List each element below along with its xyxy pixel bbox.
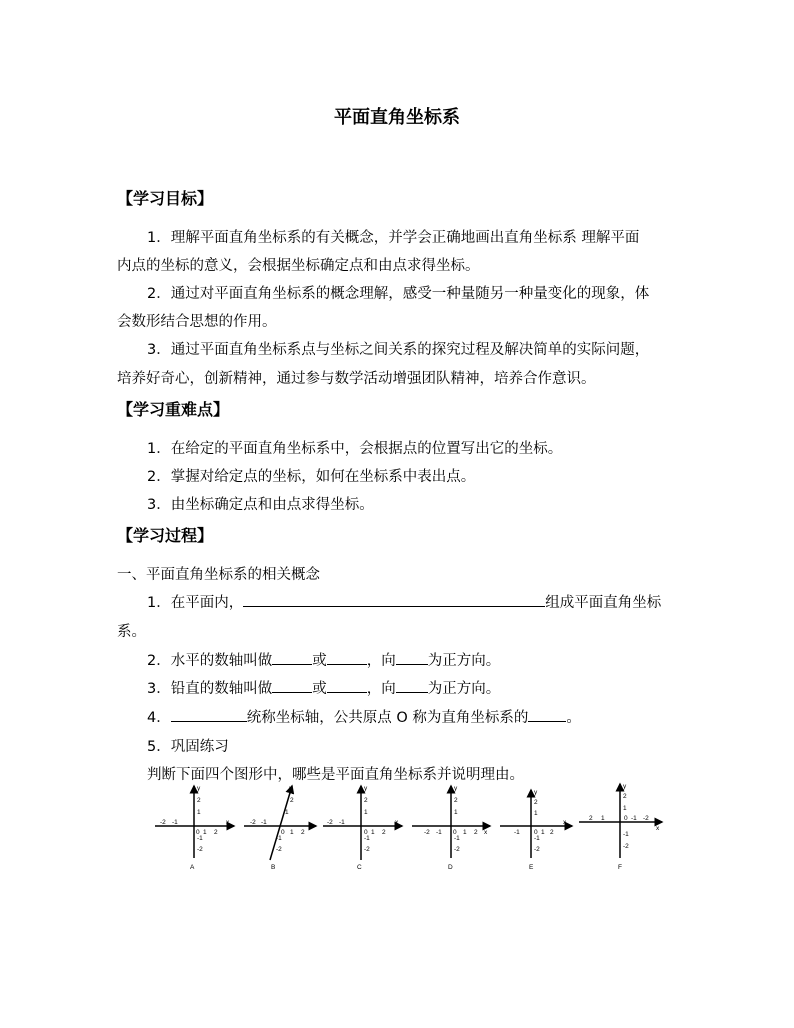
key-point-3: 3．由坐标确定点和由点求得坐标。 — [147, 497, 374, 513]
svg-text:y: y — [623, 783, 627, 790]
goals-header: 【学习目标】 — [117, 189, 214, 208]
q3-blank-3[interactable] — [396, 677, 428, 693]
key-points-header: 【学习重难点】 — [117, 400, 230, 419]
q1-blank[interactable] — [243, 591, 545, 607]
figure-b — [244, 785, 316, 870]
svg-text:2: 2 — [534, 799, 538, 806]
svg-text:1: 1 — [364, 809, 368, 816]
svg-text:1: 1 — [601, 815, 605, 822]
svg-text:0: 0 — [534, 829, 538, 836]
svg-text:-1: -1 — [261, 819, 267, 826]
figure-label-b: B — [271, 864, 276, 870]
svg-text:2: 2 — [382, 829, 386, 836]
figure-c — [323, 785, 402, 870]
q1-suffix: 组成平面直角坐标 — [545, 595, 662, 611]
q2-text-d: 为正方向。 — [427, 653, 501, 669]
svg-text:-2: -2 — [364, 846, 370, 853]
question-4 — [147, 706, 581, 727]
question-1-cont: 系。 — [117, 624, 146, 640]
svg-text:0: 0 — [453, 829, 457, 836]
x-axis-label-a: x — [226, 819, 230, 826]
q3-blank-1[interactable] — [272, 677, 312, 693]
q4-text-c: 。 — [566, 710, 581, 726]
question-5: 5．巩固练习 — [147, 739, 229, 755]
part-1-heading: 一、平面直角坐标系的相关概念 — [117, 567, 320, 583]
q4-blank-1[interactable] — [171, 706, 247, 722]
q3-text-b: 或 — [312, 681, 327, 697]
goal-2-line-2: 会数形结合思想的作用。 — [117, 314, 277, 330]
svg-text:x: x — [484, 829, 488, 836]
svg-text:1: 1 — [285, 809, 289, 816]
figure-label-e: E — [529, 864, 534, 870]
svg-text:-1: -1 — [534, 835, 540, 842]
svg-text:2: 2 — [214, 829, 218, 836]
q3-text-d: 为正方向。 — [427, 681, 501, 697]
q1-prefix: 1．在平面内， — [147, 595, 244, 611]
svg-text:-2: -2 — [250, 819, 256, 826]
svg-text:2: 2 — [301, 829, 305, 836]
svg-text:-1: -1 — [197, 835, 203, 842]
svg-text:x: x — [563, 819, 567, 826]
q3-text-a: 3．铅直的数轴叫做 — [147, 681, 273, 697]
svg-text:-2: -2 — [160, 819, 166, 826]
svg-text:0: 0 — [281, 829, 285, 836]
y-axis-label-a: y — [197, 785, 201, 792]
figure-a — [155, 785, 234, 870]
svg-text:y: y — [289, 785, 293, 792]
key-point-1: 1．在给定的平面直角坐标系中，会根据点的位置写出它的坐标。 — [147, 441, 563, 457]
svg-text:-1: -1 — [172, 819, 178, 826]
page-title: 平面直角坐标系 — [334, 107, 460, 128]
svg-text:-2: -2 — [327, 819, 333, 826]
svg-text:2: 2 — [589, 815, 593, 822]
svg-text:-1: -1 — [436, 829, 442, 836]
svg-text:1: 1 — [463, 829, 467, 836]
svg-text:1: 1 — [623, 805, 627, 812]
svg-text:1: 1 — [203, 829, 207, 836]
origin-label-a: 0 — [196, 829, 200, 836]
figure-label-d: D — [448, 864, 453, 870]
svg-text:-2: -2 — [197, 846, 203, 853]
figure-label-c: C — [357, 864, 362, 870]
svg-text:-1: -1 — [631, 815, 637, 822]
figure-d — [412, 785, 490, 870]
svg-text:2: 2 — [474, 829, 478, 836]
q2-blank-3[interactable] — [396, 649, 428, 665]
svg-text:-1: -1 — [339, 819, 345, 826]
coordinate-figures — [0, 780, 794, 870]
svg-text:-1: -1 — [454, 835, 460, 842]
q4-text-b: 统称坐标轴，公共原点 O 称为直角坐标系的 — [246, 710, 529, 726]
svg-text:1: 1 — [371, 829, 375, 836]
svg-text:-2: -2 — [534, 846, 540, 853]
svg-text:0: 0 — [364, 829, 368, 836]
svg-text:1: 1 — [541, 829, 545, 836]
svg-text:2: 2 — [623, 793, 627, 800]
goal-3-line-1: 3．通过平面直角坐标系点与坐标之间关系的探究过程及解决简单的实际问题， — [147, 342, 650, 358]
q4-text-a: 4． — [147, 710, 171, 726]
svg-text:-1: -1 — [364, 835, 370, 842]
svg-text:1: 1 — [534, 810, 538, 817]
goal-3-line-2: 培养好奇心，创新精神，通过参与数学活动增强团队精神，培养合作意识。 — [117, 371, 596, 387]
svg-text:2: 2 — [550, 829, 554, 836]
q2-blank-2[interactable] — [327, 649, 367, 665]
goal-2-line-1: 2．通过对平面直角坐标系的概念理解，感受一种量随另一种量变化的现象，体 — [147, 286, 650, 302]
process-header: 【学习过程】 — [117, 526, 214, 545]
question-3 — [147, 677, 500, 698]
goal-1-line-1: 1．理解平面直角坐标系的有关概念，并学会正确地画出直角坐标系 理解平面 — [147, 230, 640, 246]
q3-text-c: ，向 — [366, 681, 396, 697]
svg-text:2: 2 — [454, 797, 458, 804]
question-1 — [147, 591, 661, 612]
q4-blank-2[interactable] — [528, 706, 566, 722]
svg-text:0: 0 — [624, 815, 628, 822]
svg-text:1: 1 — [290, 829, 294, 836]
svg-text:y: y — [534, 789, 538, 796]
svg-text:y: y — [454, 785, 458, 792]
svg-text:x: x — [395, 819, 399, 826]
question-5-text: 判断下面四个图形中，哪些是平面直角坐标系并说明理由。 — [147, 767, 524, 783]
figure-label-f: F — [618, 864, 622, 870]
svg-text:2: 2 — [197, 797, 201, 804]
key-point-2: 2．掌握对给定点的坐标，如何在坐标系中表出点。 — [147, 469, 476, 485]
svg-text:1: 1 — [454, 809, 458, 816]
goal-1-line-2: 内点的坐标的意义，会根据坐标确定点和由点求得坐标。 — [117, 258, 480, 274]
svg-text:2: 2 — [290, 797, 294, 804]
figure-label-a: A — [190, 864, 195, 870]
svg-text:-1: -1 — [276, 835, 282, 842]
svg-text:x: x — [656, 825, 660, 832]
q2-text-b: 或 — [312, 653, 327, 669]
svg-text:-2: -2 — [623, 843, 629, 850]
svg-text:-2: -2 — [643, 815, 649, 822]
svg-text:-1: -1 — [623, 831, 629, 838]
svg-text:-2: -2 — [276, 846, 282, 853]
svg-text:1: 1 — [197, 809, 201, 816]
q2-blank-1[interactable] — [272, 649, 312, 665]
figure-f — [579, 783, 662, 870]
svg-text:-2: -2 — [454, 846, 460, 853]
q3-blank-2[interactable] — [327, 677, 367, 693]
figure-e — [500, 789, 572, 870]
svg-text:-1: -1 — [514, 829, 520, 836]
svg-text:-2: -2 — [424, 829, 430, 836]
q2-text-a: 2．水平的数轴叫做 — [147, 653, 273, 669]
q2-text-c: ，向 — [366, 653, 396, 669]
svg-text:2: 2 — [364, 797, 368, 804]
svg-text:y: y — [364, 785, 368, 792]
question-2 — [147, 649, 500, 670]
